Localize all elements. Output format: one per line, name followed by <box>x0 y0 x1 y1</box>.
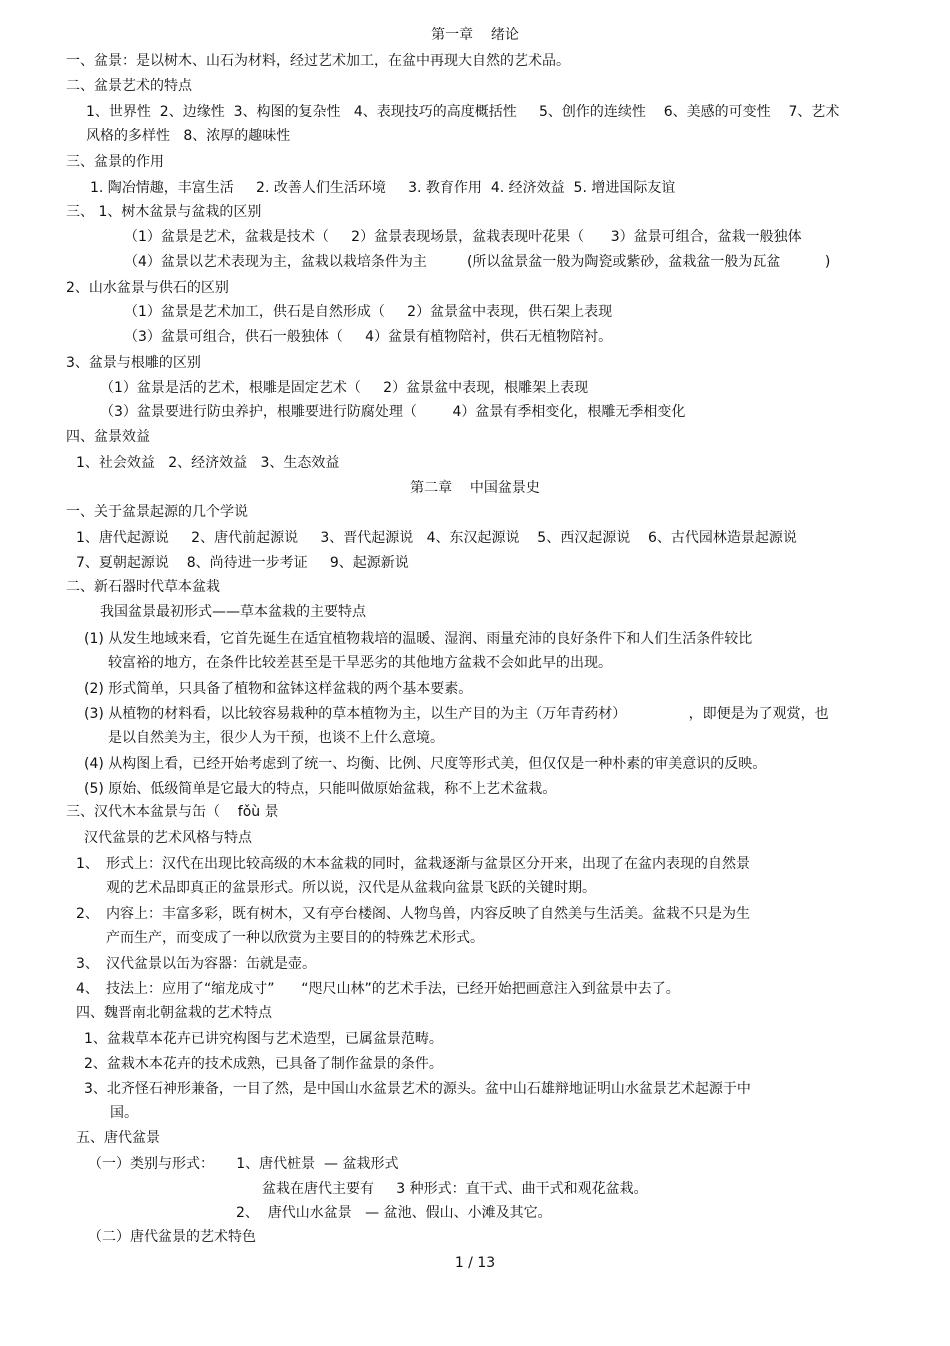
text-line: 1. 陶冶情趣，丰富生活 2. 改善人们生活环境 3. 教育作用 4. 经济效益 5. 增进国际友谊 <box>90 180 676 196</box>
text-line: 是以自然美为主，很少人为干预，也谈不上什么意境。 <box>108 730 444 746</box>
text-line: 形式上：汉代在出现比较高级的木本盆栽的同时，盆栽逐渐与盆景区分开来，出现了在盆内表现的自然景 <box>106 856 750 872</box>
text-line: 汉代盆景以缶为容器：缶就是壶。 <box>106 956 316 972</box>
list-number: 4、 <box>76 981 99 997</box>
page-number: 1 / 13 <box>454 1255 496 1271</box>
text-line: 风格的多样性 8、浓厚的趣味性 <box>86 128 291 144</box>
text-line: （1）盆景是活的艺术，根雕是固定艺术（ 2）盆景盆中表现，根雕架上表现 <box>100 380 589 396</box>
text-line: 7、夏朝起源说 8、尚待进一步考证 9、起源新说 <box>76 555 409 571</box>
text-line: 较富裕的地方，在条件比较差甚至是干旱恶劣的其他地方盆栽不会如此早的出现。 <box>108 655 612 671</box>
section-heading: 一、关于盆景起源的几个学说 <box>66 504 248 520</box>
text-line: （1）盆景是艺术，盆栽是技术（ 2）盆景表现场景，盆栽表现叶花果（ 3）盆景可组合，盆栽一般独体 <box>124 229 802 245</box>
text-line: (4) 从构图上看，已经开始考虑到了统一、均衡、比例、尺度等形式美，但仅仅是一种朴素的审美意识的反映。 <box>84 756 767 772</box>
text-line: 盆栽在唐代主要有 3 种形式：直干式、曲干式和观花盆栽。 <box>262 1181 648 1197</box>
section-heading: 四、盆景效益 <box>66 429 150 445</box>
text-line: （3）盆景要进行防虫养护，根雕要进行防腐处理（ 4）盆景有季相变化，根雕无季相变化 <box>100 404 686 420</box>
text-line: （一）类别与形式： 1、唐代桩景 — 盆栽形式 <box>88 1156 399 1172</box>
text-line: 技法上：应用了“缩龙成寸” “咫尺山林”的艺术手法，已经开始把画意注入到盆景中去了。 <box>106 981 680 997</box>
list-number: 1、 <box>76 856 99 872</box>
text-line: (3) 从植物的材料看，以比较容易栽种的草本植物为主，以生产目的为主（万年青药材） ，即便是为了观赏，也 <box>84 706 829 722</box>
text-line: （3）盆景可组合，供石一般独体（ 4）盆景有植物陪衬，供石无植物陪衬。 <box>124 329 613 345</box>
text-line: 产而生产，而变成了一种以欣赏为主要目的的特殊艺术形式。 <box>106 930 484 946</box>
section-heading: 三、汉代木本盆景与缶（ fǒù 景 <box>66 804 279 820</box>
section-heading: 2、山水盆景与供石的区别 <box>66 280 229 296</box>
section-heading: 五、唐代盆景 <box>76 1130 160 1146</box>
text-line: 2、 唐代山水盆景 — 盆池、假山、小滩及其它。 <box>236 1205 552 1221</box>
text-line: (5) 原始、低级简单是它最大的特点，只能叫做原始盆栽，称不上艺术盆栽。 <box>84 781 557 797</box>
chapter1-title: 第一章 绪论 <box>431 27 519 43</box>
text-line: (1) 从发生地域来看，它首先诞生在适宜植物栽培的温暖、湿润、雨量充沛的良好条件下和人们生活条件较比 <box>84 631 753 647</box>
text-line: 我国盆景最初形式——草本盆栽的主要特点 <box>100 604 366 620</box>
text-line: (2) 形式简单，只具备了植物和盆钵这样盆栽的两个基本要素。 <box>84 681 473 697</box>
chapter2-title: 第二章 中国盆景史 <box>410 480 540 496</box>
text-line: （4）盆景以艺术表现为主，盆栽以栽培条件为主 (所以盆景盆一般为陶瓷或紫砂，盆栽盆一般为瓦盆 ) <box>124 254 831 270</box>
section-heading: 三、盆景的作用 <box>66 154 164 170</box>
text-line: 1、盆栽草本花卉已讲究构图与艺术造型，已属盆景范畴。 <box>84 1031 443 1047</box>
section-heading: 二、新石器时代草本盆栽 <box>66 579 220 595</box>
list-number: 2、 <box>76 906 99 922</box>
section-heading: 四、魏晋南北朝盆栽的艺术特点 <box>76 1005 272 1021</box>
text-line: （二）唐代盆景的艺术特色 <box>88 1229 256 1245</box>
section-heading: 三、 1、树木盆景与盆栽的区别 <box>66 204 262 220</box>
text-line: 1、社会效益 2、经济效益 3、生态效益 <box>76 455 340 471</box>
penjing-definition: 一、盆景：是以树木、山石为材料，经过艺术加工，在盆中再现大自然的艺术品。 <box>66 53 570 69</box>
text-line: 汉代盆景的艺术风格与特点 <box>84 830 252 846</box>
text-line: 1、唐代起源说 2、唐代前起源说 3、晋代起源说 4、东汉起源说 5、西汉起源说 6、古代园林造景起源说 <box>76 530 797 546</box>
text-line: 3、北齐怪石神形兼备，一目了然，是中国山水盆景艺术的源头。盆中山石雄辩地证明山水盆景艺术起源于中 <box>84 1081 751 1097</box>
text-line: （1）盆景是艺术加工，供石是自然形成（ 2）盆景盆中表现，供石架上表现 <box>124 304 613 320</box>
list-number: 3、 <box>76 956 99 972</box>
text-line: 1、世界性 2、边缘性 3、构图的复杂性 4、表现技巧的高度概括性 5、创作的连续性 6、美感的可变性 7、艺术 <box>86 104 840 120</box>
section-heading: 3、盆景与根雕的区别 <box>66 355 201 371</box>
text-line: 观的艺术品即真正的盆景形式。所以说，汉代是从盆栽向盆景飞跃的关键时期。 <box>106 880 596 896</box>
text-line: 国。 <box>110 1105 138 1121</box>
text-line: 2、盆栽木本花卉的技术成熟，已具备了制作盆景的条件。 <box>84 1056 443 1072</box>
section-heading: 二、盆景艺术的特点 <box>66 78 192 94</box>
text-line: 内容上：丰富多彩，既有树木，又有亭台楼阁、人物鸟兽，内容反映了自然美与生活美。盆栽不只是为生 <box>106 906 750 922</box>
